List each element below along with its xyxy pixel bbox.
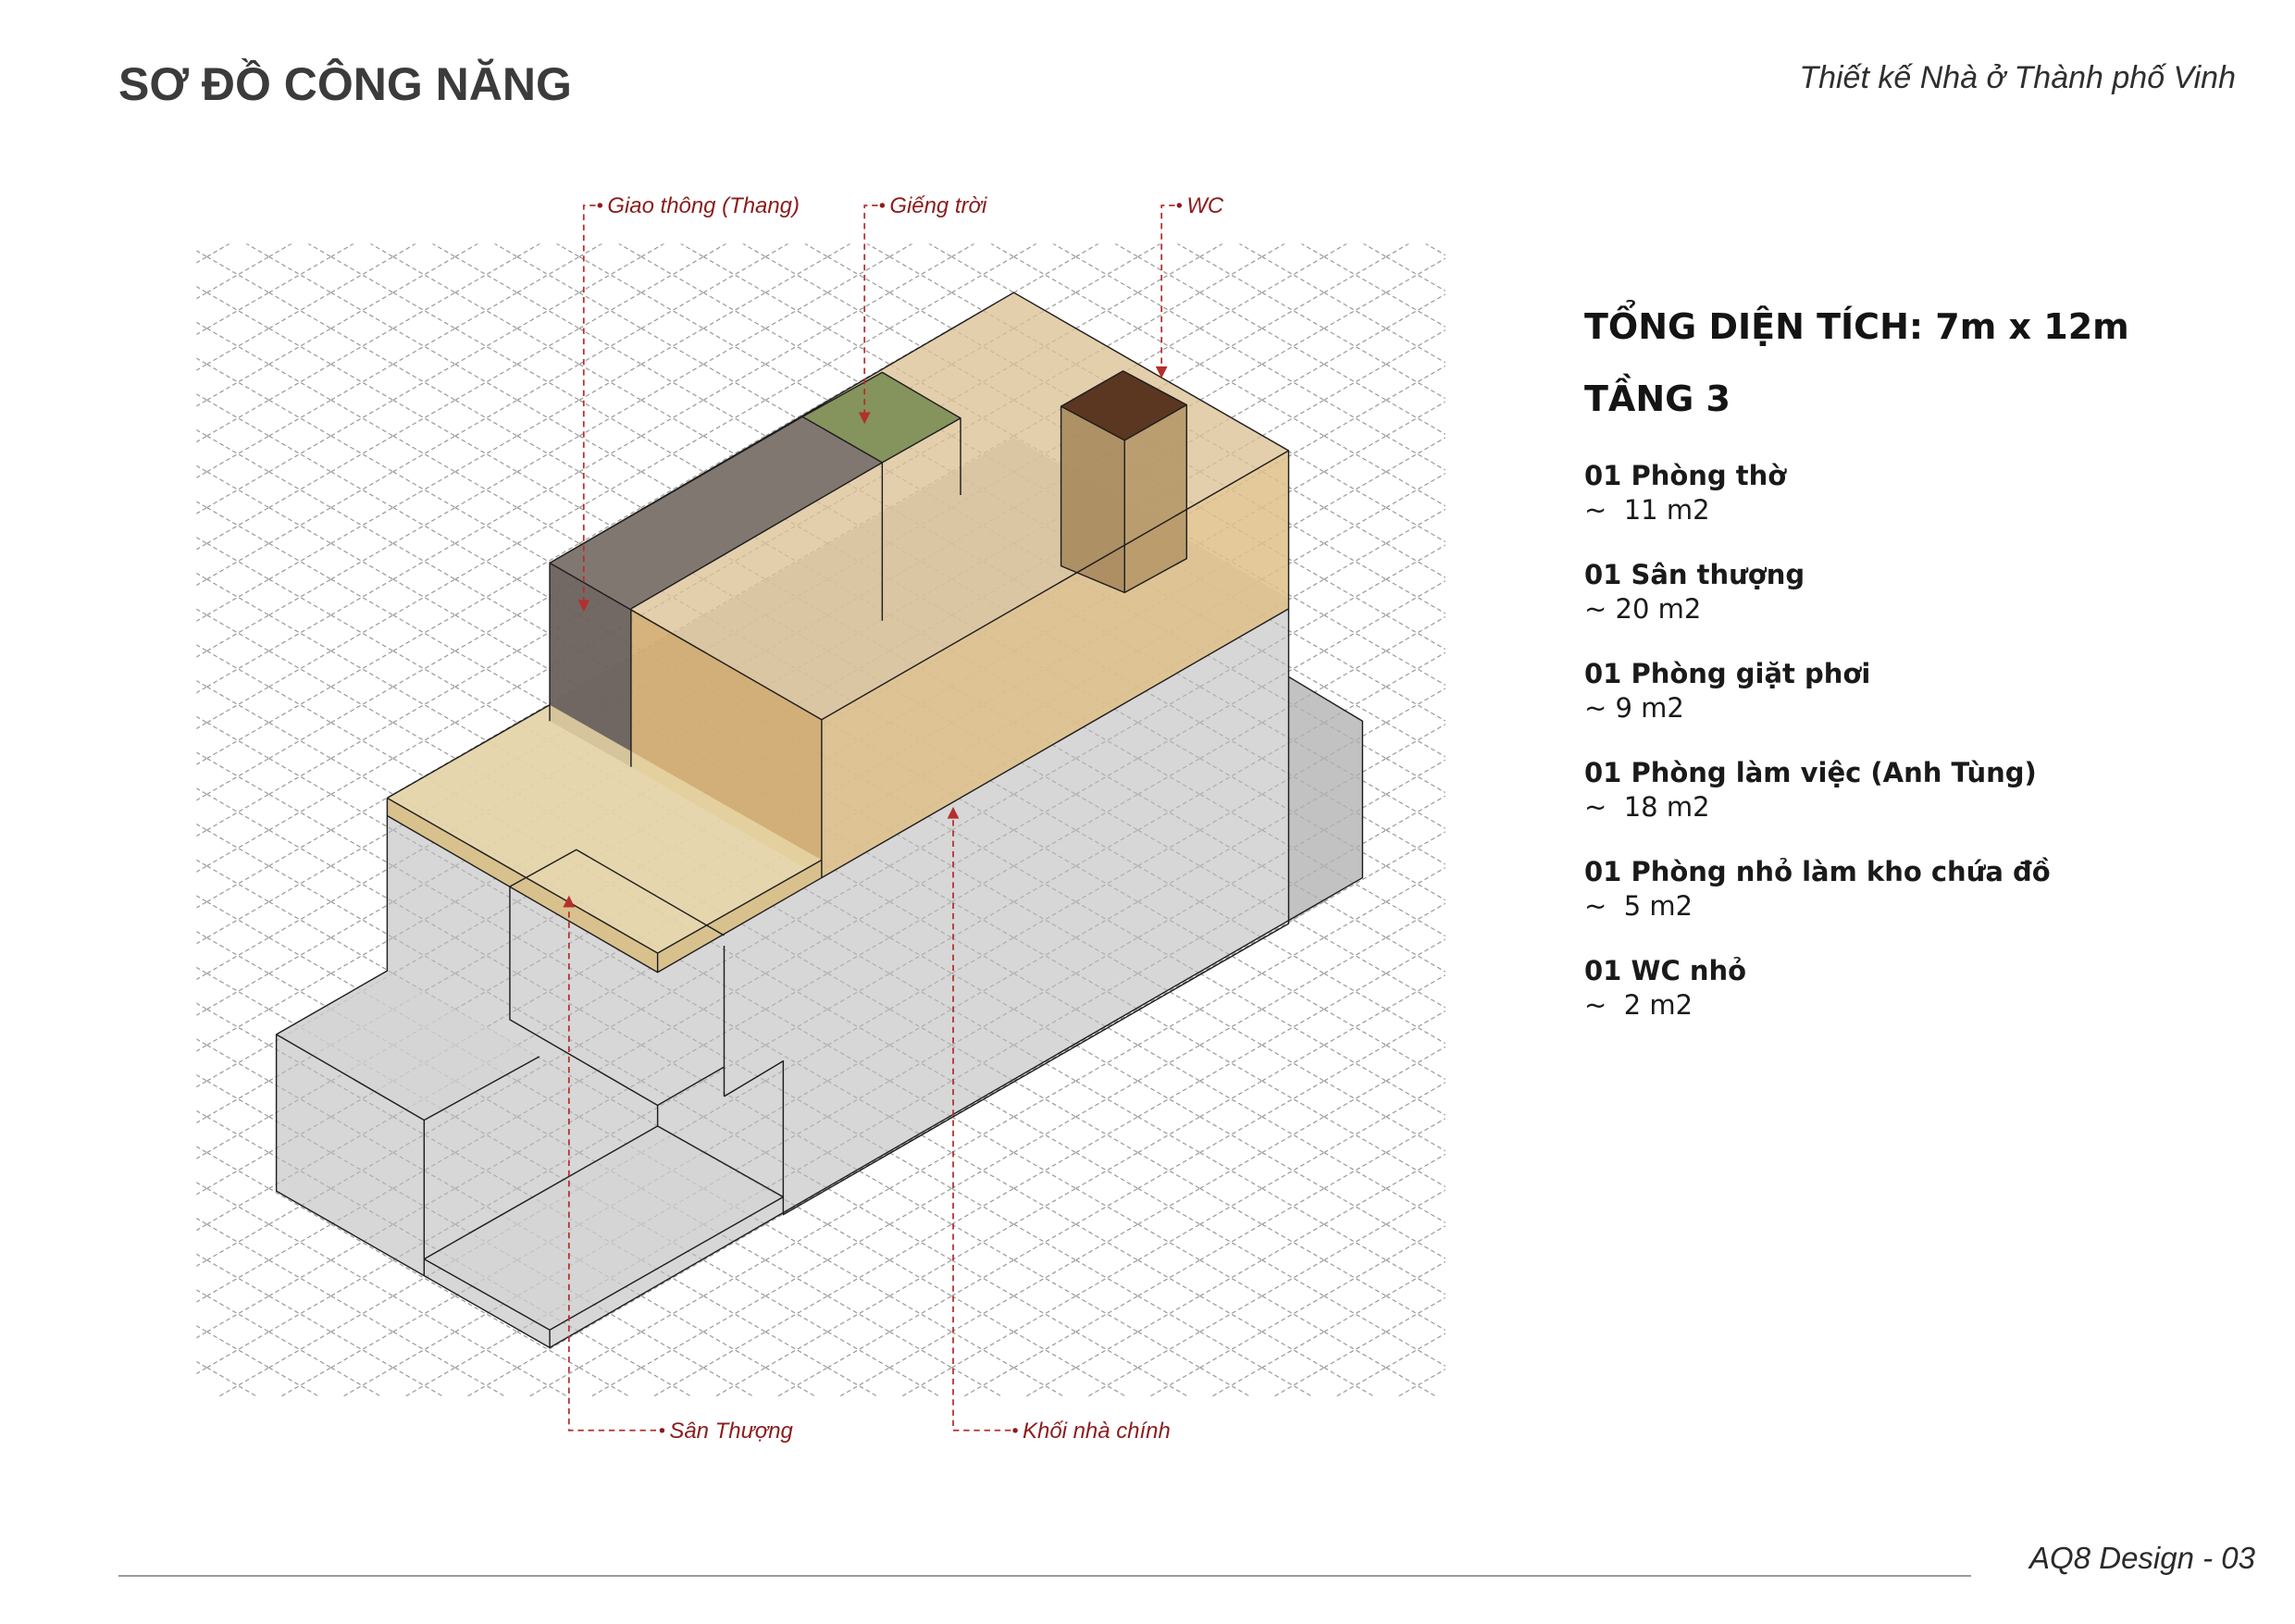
room-name: 01 Sân thượng: [1584, 559, 1805, 590]
wc-label: WC: [1186, 192, 1224, 218]
room-name: 01 Phòng thờ: [1584, 460, 1787, 491]
lightwell-label: Giếng trời: [889, 192, 987, 218]
main-block-label: Khối nhà chính: [1023, 1418, 1171, 1444]
terrace-bullet-icon: [660, 1428, 664, 1432]
room-area: ~ 11 m2: [1584, 494, 1710, 526]
room-area: ~ 2 m2: [1584, 989, 1693, 1021]
total-area-heading: TỔNG DIỆN TÍCH: 7m x 12m: [1584, 306, 2129, 347]
room-name: 01 Phòng nhỏ làm kho chứa đồ: [1584, 856, 2051, 887]
stair-label: Giao thông (Thang): [607, 192, 800, 218]
lightwell-bullet-icon: [880, 203, 885, 207]
room-area: ~ 9 m2: [1584, 692, 1684, 724]
room-area: ~ 18 m2: [1584, 791, 1710, 823]
room-name: 01 Phòng làm việc (Anh Tùng): [1584, 757, 2037, 788]
terrace-label: Sân Thượng: [669, 1418, 793, 1444]
main-block-bullet-icon: [1012, 1428, 1017, 1432]
wc-bullet-icon: [1177, 203, 1182, 207]
room-name: 01 Phòng giặt phơi: [1584, 658, 1871, 689]
footer-page-label: AQ8 Design - 03: [2029, 1541, 2255, 1575]
page-subtitle: Thiết kế Nhà ở Thành phố Vinh: [1799, 60, 2236, 95]
stair-bullet-icon: [598, 203, 602, 207]
floor-heading: TẦNG 3: [1584, 378, 1731, 419]
room-area: ~ 5 m2: [1584, 890, 1693, 922]
page-title: SƠ ĐỒ CÔNG NĂNG: [118, 58, 572, 110]
footer-divider: [118, 1575, 1971, 1577]
room-name: 01 WC nhỏ: [1584, 955, 1747, 986]
room-area: ~ 20 m2: [1584, 593, 1702, 625]
